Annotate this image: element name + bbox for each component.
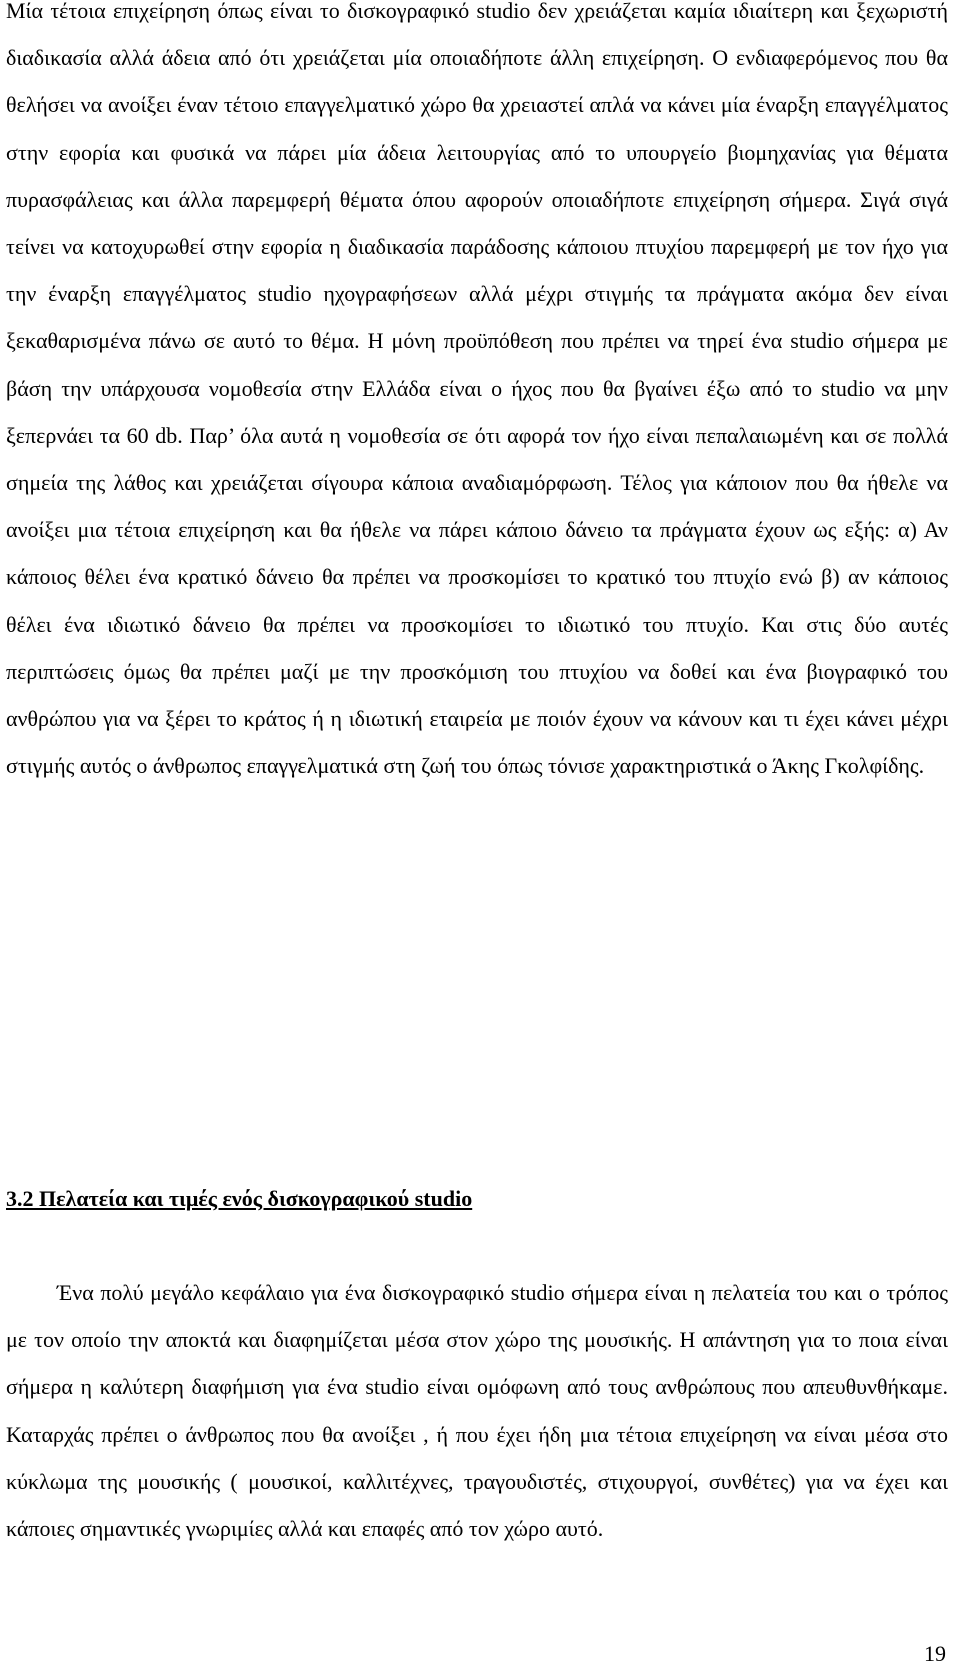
section-heading: 3.2 Πελατεία και τιμές ενός δισκογραφικού studio [6, 1186, 473, 1211]
body-paragraph: Ένα πολύ μεγάλο κεφάλαιο για ένα δισκογραφικό studio σήμερα είναι η πελατεία του και ο τρόπος με τον οποίο την αποκτά και διαφημίζεται μέσα στον χώρο της μουσικής. Η απάντηση για το ποια είναι σήμερα η καλύτερη διαφήμιση για ένα studio είναι ομόφωνη από τους ανθρώπους που απευθυνθήκαμε. Καταρχάς πρέπει ο άνθρωπος που θα ανοίξει , ή που έχει ήδη μια τέτοια επιχείρηση να είναι μέσα στο κύκλωμα της μουσικής ( μουσικοί, καλλιτέχνες, τραγουδιστές, στιχουργοί, συνθέτες) για να έχει και κάποιες σημαντικές γνωριμίες αλλά και επαφές από τον χώρο αυτό. [6, 1280, 948, 1542]
page-number: 19 [924, 1641, 946, 1666]
body-paragraph: Μία τέτοια επιχείρηση όπως είναι το δισκογραφικό studio δεν χρειάζεται καμία ιδιαίτερη και ξεχωριστή διαδικασία αλλά άδεια από ότι χρειάζεται μία οποιαδήποτε άλλη επιχείρηση. Ο ενδιαφερόμενος που θα θελήσει να ανοίξει έναν τέτοιο επαγγελματικό χώρο θα χρειαστεί απλά να κάνει μία έναρξη επαγγέλματος στην εφορία και φυσικά να πάρει μία άδεια λειτουργίας από το υπουργείο βιομηχανίας για θέματα πυρασφάλειας και άλλα παρεμφερή θέματα όπου αφορούν οποιαδήποτε επιχείρηση σήμερα. Σιγά σιγά τείνει να κατοχυρωθεί στην εφορία η διαδικασία παράδοσης κάποιου πτυχίου παρεμφερή με τον ήχο για την έναρξη επαγγέλματος studio ηχογραφήσεων αλλά μέχρι στιγμής τα πράγματα ακόμα δεν είναι ξεκαθαρισμένα πάνω σε αυτό το θέμα. Η μόνη προϋπόθεση που πρέπει να τηρεί ένα studio σήμερα με βάση την υπάρχουσα νομοθεσία στην Ελλάδα είναι ο ήχος που θα βγαίνει έξω από το studio να μην ξεπερνάει τα 60 db. Παρ’ όλα αυτά η νομοθεσία σε ότι αφορά τον ήχο είναι πεπαλαιωμένη και σε πολλά σημεία της λάθος και χρειάζεται σίγουρα κάποια αναδιαμόρφωση. Τέλος για κάποιον που θα ήθελε να ανοίξει μια τέτοια επιχείρηση και θα ήθελε να πάρει κάποιο δάνειο τα πράγματα έχουν ως εξής: α) Αν κάποιος θέλει ένα κρατικό δάνειο θα πρέπει να προσκομίσει το κρατικό του πτυχίο ενώ β) αν κάποιος θέλει ένα ιδιωτικό δάνειο θα πρέπει να προσκομίσει το ιδιωτικό του πτυχίο. Και στις δύο αυτές περιπτώσεις όμως θα πρέπει μαζί με την προσκόμιση του πτυχίου να δοθεί και ένα βιογραφικό του ανθρώπου για να ξέρει το κράτος ή η ιδιωτική εταιρεία με ποιόν έχουν να κάνουν και τι έχει κάνει μέχρι στιγμής αυτός ο άνθρωπος επαγγελματικά στη ζωή του όπως τόνισε χαρακτηριστικά ο Άκης Γκολφίδης. [6, 0, 948, 779]
